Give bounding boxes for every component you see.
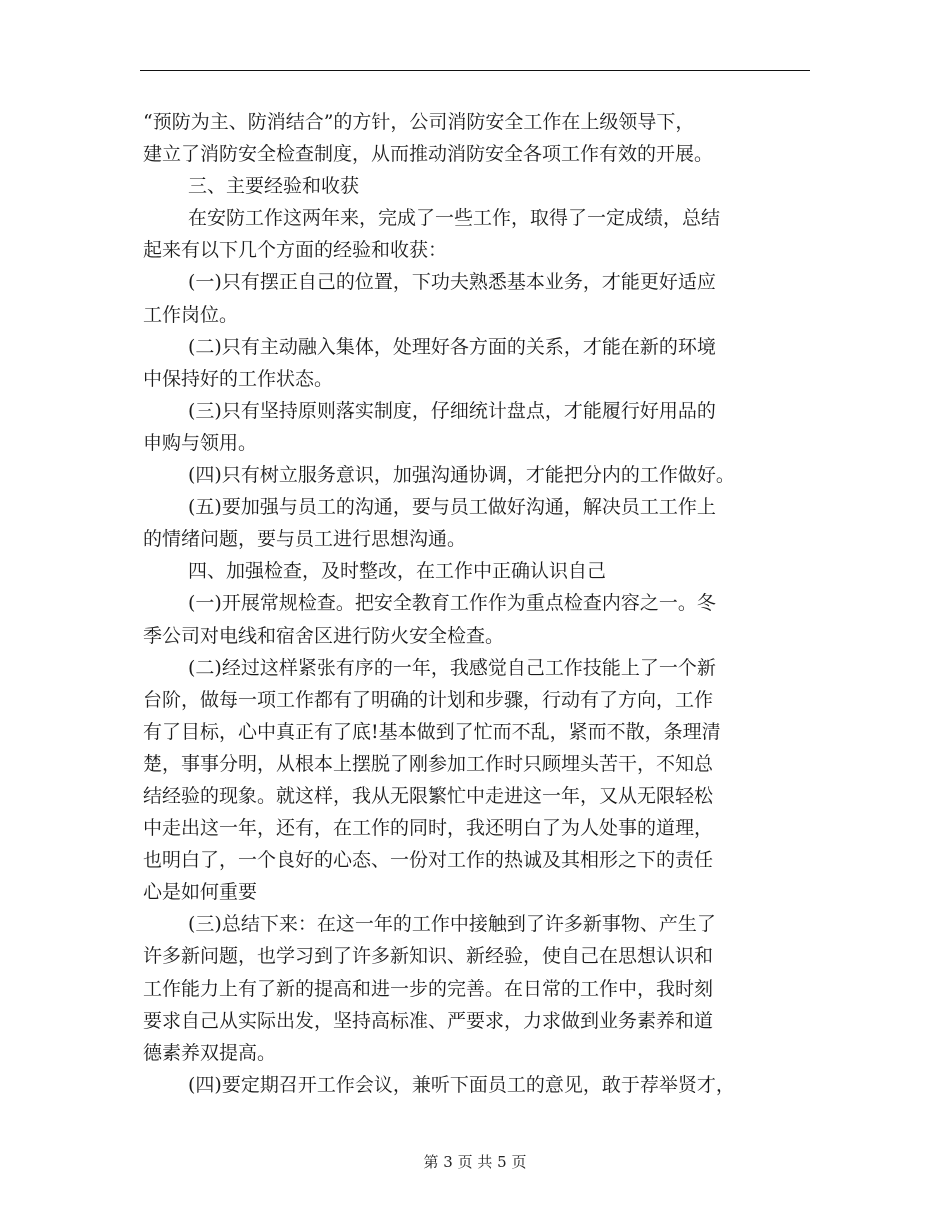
header-rule — [140, 70, 810, 71]
text-line: 中保持好的工作状态。 — [143, 367, 334, 390]
text-line: (三)总结下来：在这一年的工作中接触到了许多新事物、产生了 — [188, 913, 716, 936]
text-line: “预防为主、防消结合”的方针，公司消防安全工作在上级领导下， — [143, 111, 695, 133]
text-line: 申购与领用。 — [143, 431, 258, 454]
text-line: 也明白了，一个良好的心态、一份对工作的热诚及其相形之下的责任 — [143, 849, 714, 872]
page-number: 第 3 页 共 5 页 — [423, 1153, 527, 1171]
document-body — [143, 106, 811, 1101]
text-line: 中走出这一年，还有，在工作的同时，我还明白了为人处事的道理， — [143, 817, 714, 840]
text-line: 建立了消防安全检查制度，从而推动消防安全各项工作有效的开展。 — [143, 143, 714, 166]
text-line: 结经验的现象。就这样，我从无限繁忙中走进这一年，又从无限轻松 — [143, 784, 714, 807]
text-line: 要求自己从实际出发，坚持高标准、严要求，力求做到业务素养和道 — [143, 1009, 714, 1032]
text-line: (二)只有主动融入集体，处理好各方面的关系，才能在新的环境 — [188, 335, 716, 358]
text-line: 起来有以下几个方面的经验和收获： — [143, 239, 448, 262]
text-line: 在安防工作这两年来，完成了一些工作，取得了一定成绩，总结 — [188, 207, 721, 230]
text-line: (一)开展常规检查。把安全教育工作作为重点检查内容之一。冬 — [188, 592, 716, 615]
text-line: (四)只有树立服务意识，加强沟通协调，才能把分内的工作做好。 — [188, 464, 735, 487]
text-line: (一)只有摆正自己的位置，下功夫熟悉基本业务，才能更好适应 — [188, 271, 716, 294]
text-line: 四、加强检查，及时整改，在工作中正确认识自己 — [188, 560, 607, 583]
text-line: 楚，事事分明，从根本上摆脱了刚参加工作时只顾埋头苦干，不知总 — [143, 752, 714, 775]
text-line: (二)经过这样紧张有序的一年，我感觉自己工作技能上了一个新 — [188, 656, 716, 679]
text-line: (五)要加强与员工的沟通，要与员工做好沟通，解决员工工作上 — [188, 496, 716, 519]
text-line: 许多新问题，也学习到了许多新知识、新经验，使自己在思想认识和 — [143, 945, 714, 968]
text-line: (三)只有坚持原则落实制度，仔细统计盘点，才能履行好用品的 — [188, 399, 716, 422]
text-line: (四)要定期召开工作会议，兼听下面员工的意见，敢于荐举贤才， — [188, 1073, 735, 1096]
text-line: 的情绪问题，要与员工进行思想沟通。 — [143, 528, 467, 551]
text-line: 工作岗位。 — [143, 303, 239, 326]
text-line: 台阶，做每一项工作都有了明确的计划和步骤，行动有了方向，工作 — [143, 688, 714, 711]
text-line: 有了目标，心中真正有了底!基本做到了忙而不乱，紧而不散，条理清 — [143, 720, 721, 743]
text-line: 工作能力上有了新的提高和进一步的完善。在日常的工作中，我时刻 — [143, 977, 714, 1000]
text-line: 季公司对电线和宿舍区进行防火安全检查。 — [143, 624, 505, 647]
text-line: 德素养双提高。 — [143, 1041, 277, 1064]
text-line: 三、主要经验和收获 — [188, 175, 360, 198]
text-line: 心是如何重要 — [143, 881, 258, 904]
